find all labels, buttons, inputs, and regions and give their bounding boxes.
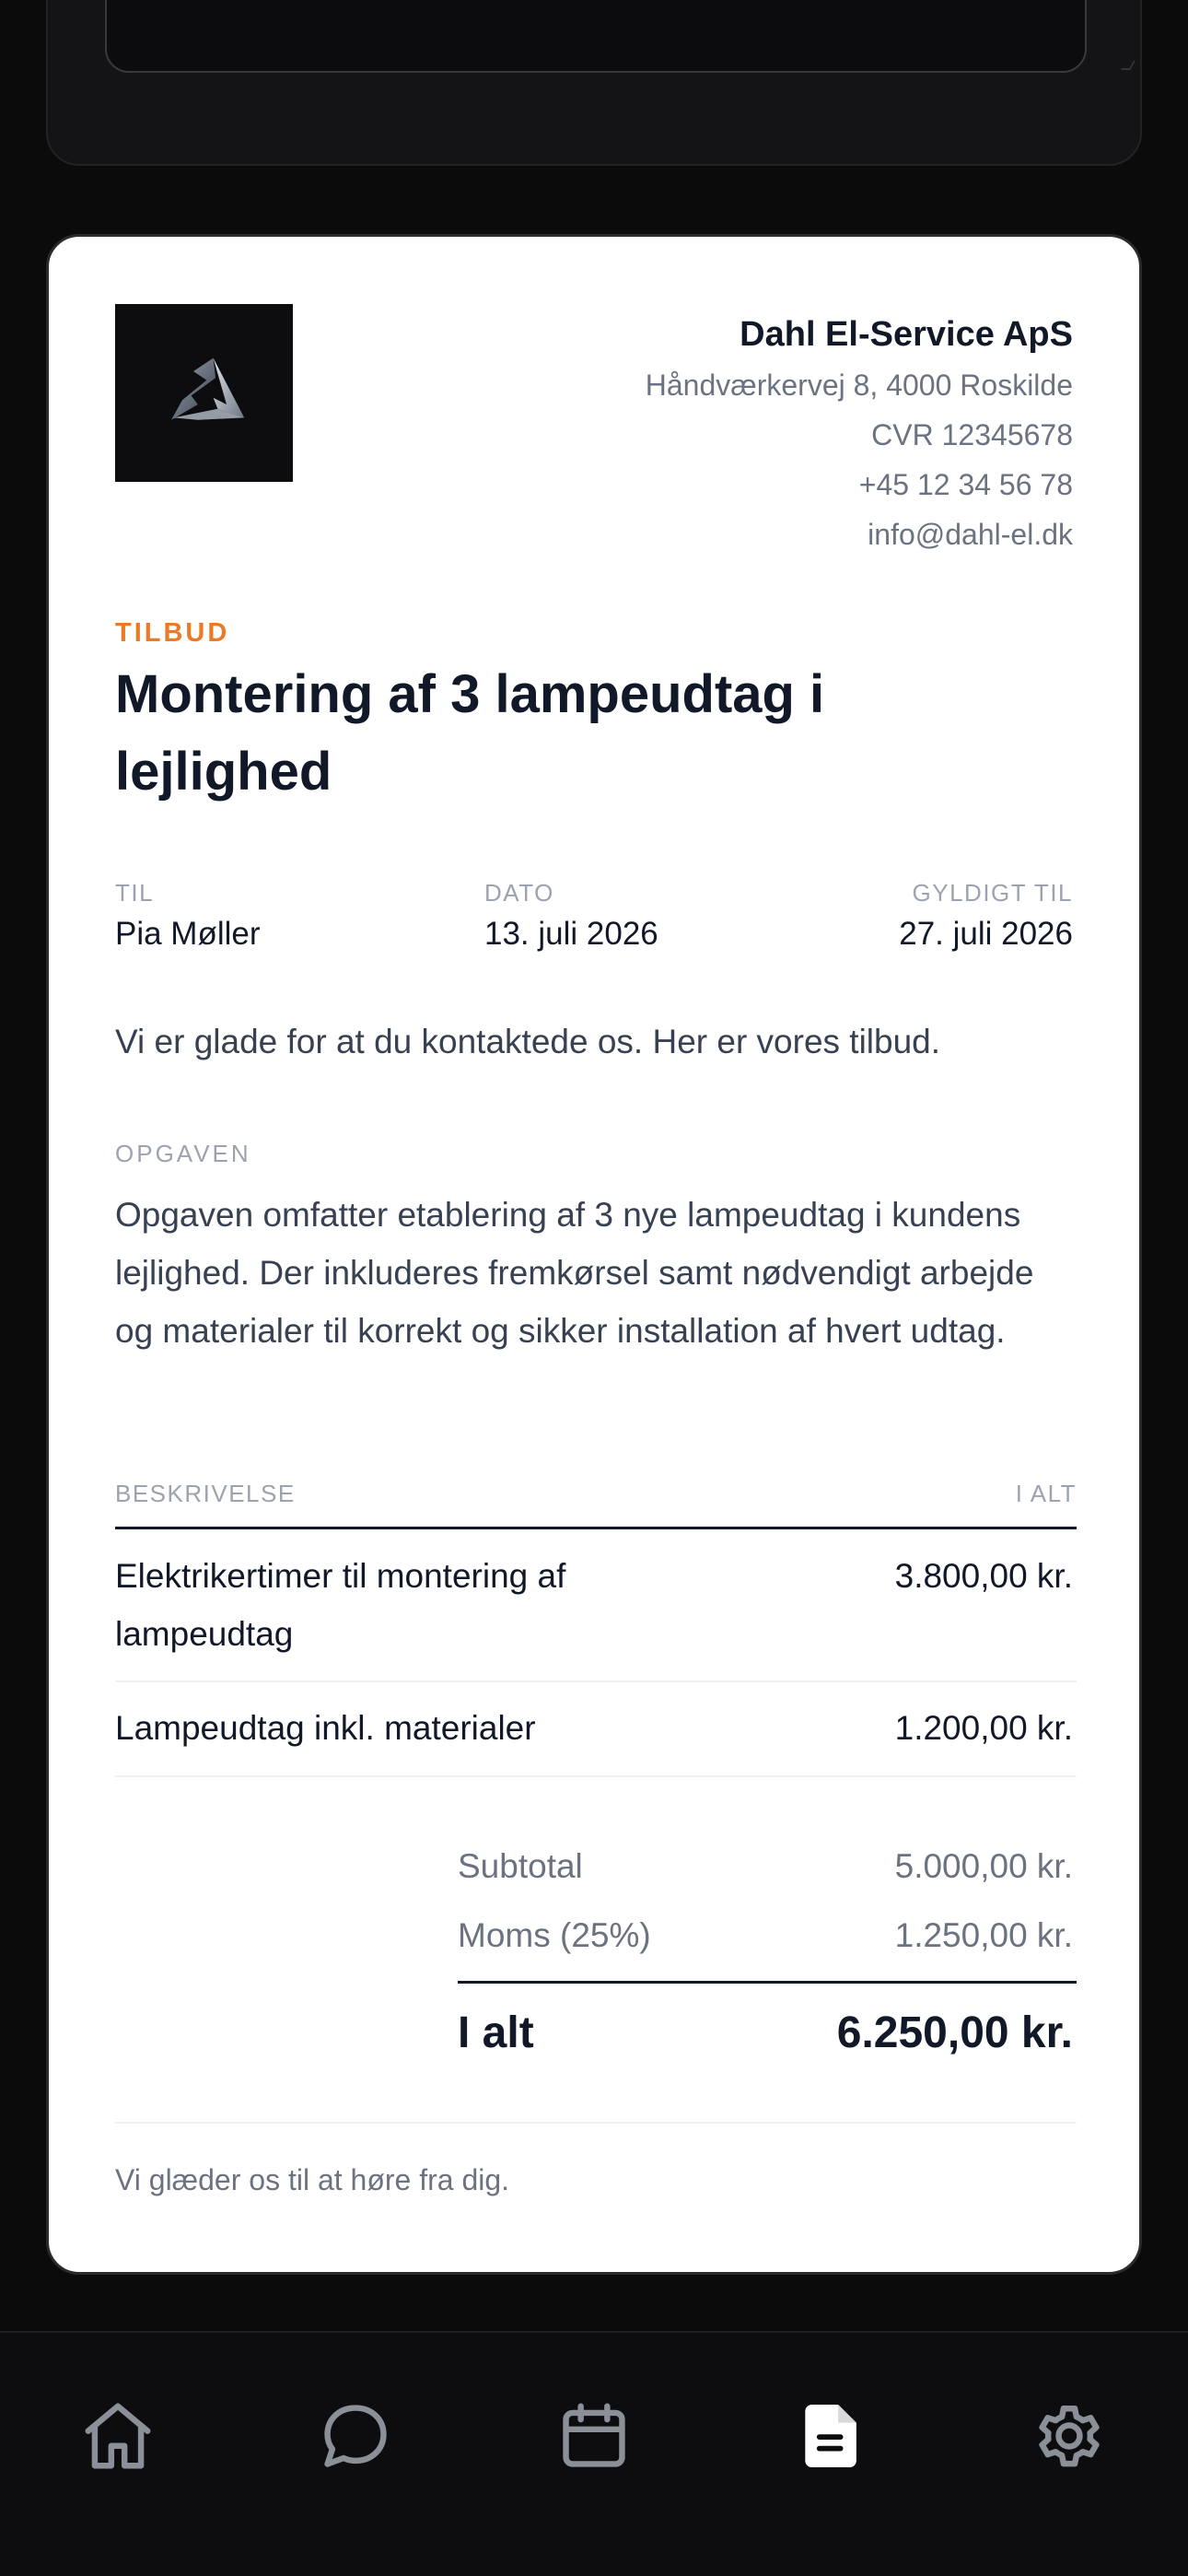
- row-divider: [115, 1775, 1077, 1777]
- quote-type-label: TILBUD: [115, 618, 230, 648]
- column-total: I ALT: [1015, 1480, 1077, 1507]
- company-name: Dahl El-Service ApS: [740, 315, 1073, 354]
- row-divider: [115, 1680, 1077, 1682]
- footer-divider: [115, 2122, 1077, 2124]
- company-address: Håndværkervej 8, 4000 Roskilde: [645, 369, 1073, 402]
- table-header-divider: [115, 1527, 1077, 1529]
- resize-handle-icon[interactable]: [1121, 61, 1136, 70]
- chat-icon: [316, 2396, 395, 2476]
- date-label: DATO: [484, 879, 554, 907]
- nav-quotes[interactable]: [786, 2390, 878, 2482]
- company-info: [646, 309, 1073, 559]
- nav-home[interactable]: [72, 2390, 164, 2482]
- nav-settings[interactable]: [1023, 2390, 1115, 2482]
- nav-messages[interactable]: [309, 2390, 402, 2482]
- company-phone[interactable]: +45 12 34 56 78: [858, 468, 1073, 501]
- totals-divider: [458, 1981, 1077, 1984]
- task-description: Opgaven omfatter etablering af 3 nye lampeudtag i kundens lejlighed. Der inkluderes fremkørsel samt nødvendigt arbejde og materialer til korrekt og sikker installation af hvert udtag.: [115, 1196, 1034, 1350]
- quote-title: Montering af 3 lampeudtag i lejlighed: [115, 664, 825, 802]
- vat-value: 1.250,00 kr.: [894, 1916, 1073, 1954]
- previous-card: [46, 0, 1142, 166]
- quote-document: [46, 234, 1142, 2275]
- bottom-navigation: [0, 2331, 1188, 2576]
- logo-mark-icon: [149, 338, 260, 449]
- task-label: OPGAVEN: [115, 1140, 251, 1167]
- text-area[interactable]: [105, 0, 1087, 73]
- calendar-icon: [554, 2396, 634, 2476]
- company-cvr: CVR 12345678: [871, 418, 1073, 451]
- vat-label: Moms (25%): [458, 1916, 651, 1954]
- company-email[interactable]: info@dahl-el.dk: [868, 518, 1073, 551]
- subtotal-value: 5.000,00 kr.: [894, 1847, 1073, 1885]
- subtotal-label: Subtotal: [458, 1847, 583, 1885]
- document-icon: [792, 2396, 871, 2476]
- to-label: TIL: [115, 879, 155, 907]
- line-item-amount: 1.200,00 kr.: [894, 1709, 1073, 1747]
- total-value: 6.250,00 kr.: [836, 2008, 1073, 2057]
- home-icon: [78, 2396, 157, 2476]
- table-header: [115, 1480, 1077, 1508]
- company-logo: [115, 304, 293, 482]
- intro-text: Vi er glade for at du kontaktede os. Her er vores tilbud.: [115, 1023, 941, 1060]
- footer-note: Vi glæder os til at høre fra dig.: [115, 2163, 510, 2196]
- line-item-description: Elektrikertimer til montering af lampeudtag: [115, 1557, 566, 1653]
- settings-icon: [1030, 2396, 1109, 2476]
- valid-until-label: GYLDIGT TIL: [912, 879, 1073, 907]
- total-label: I alt: [458, 2008, 534, 2057]
- to-value: Pia Møller: [115, 916, 261, 952]
- line-item-description: Lampeudtag inkl. materialer: [115, 1709, 536, 1747]
- line-item-amount: 3.800,00 kr.: [894, 1557, 1073, 1595]
- date-value: 13. juli 2026: [484, 916, 658, 952]
- valid-until-value: 27. juli 2026: [899, 916, 1073, 952]
- nav-calendar[interactable]: [548, 2390, 640, 2482]
- column-description: BESKRIVELSE: [115, 1480, 296, 1507]
